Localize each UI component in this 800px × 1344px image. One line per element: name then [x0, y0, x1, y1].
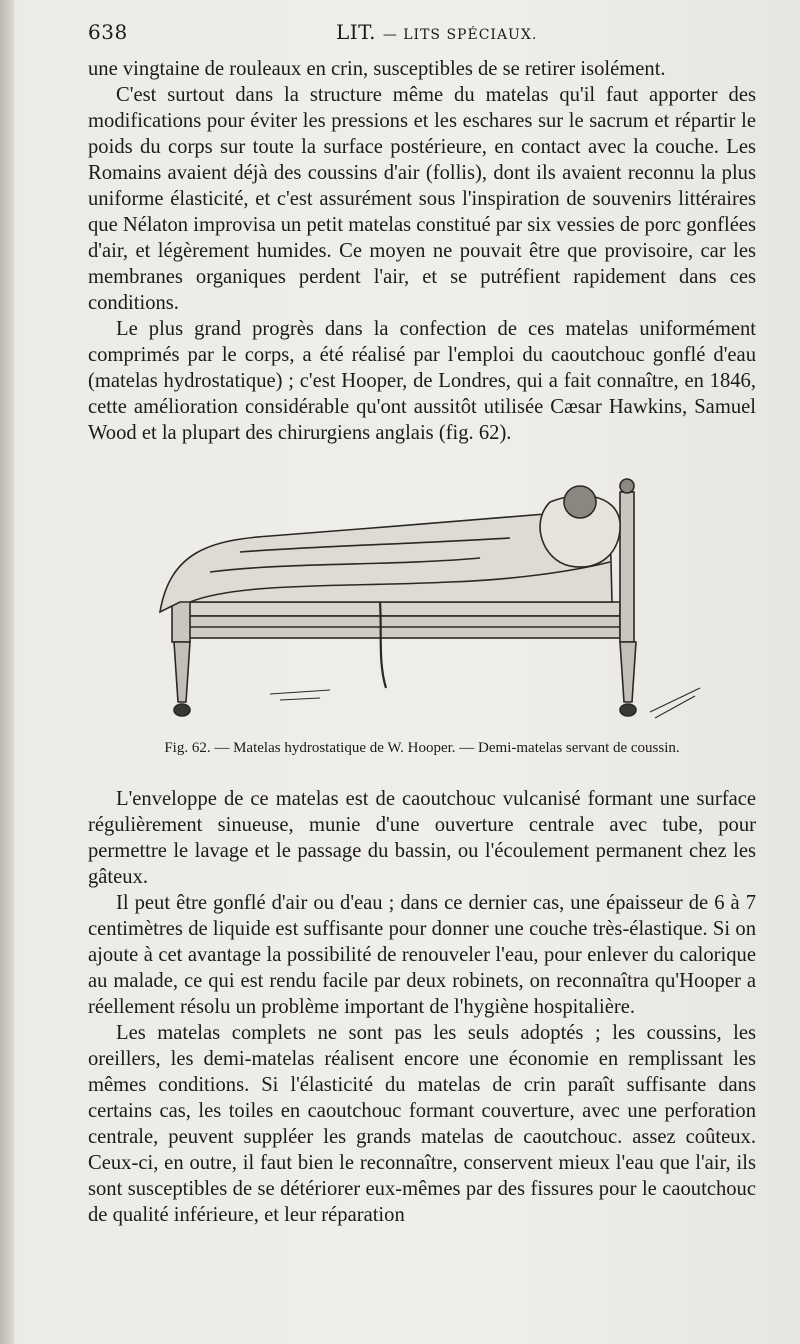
running-header [88, 20, 756, 48]
paragraph: une vingtaine de rouleaux en crin, susceptibles de se retirer isolément. [88, 58, 666, 80]
paragraph: Le plus grand progrès dans la confection de ces matelas uniformément comprimés par le corps, a été réalisé par l'emploi du caoutchouc gonflé d'eau (matelas hydrostatique) ; c'est Hooper, de Londres, qui a fait connaître, en 1846, cette amélioration considérable qu'ont aussitôt utilisée Cæsar Hawkins, Samuel Wood et la plupart des chirurgiens anglais (fig. 62). [88, 318, 756, 444]
body-text-bottom [88, 786, 756, 1228]
figure-caption: Fig. 62. — Matelas hydrostatique de W. Hooper. — Demi-matelas servant de coussin. [164, 740, 680, 756]
header-title-main: LIT. [336, 20, 376, 44]
paragraph: Il peut être gonflé d'air ou d'eau ; dans ce dernier cas, une épaisseur de 6 à 7 centimètres de liquide est suffisante pour donner une couche très-élastique. Si on ajoute à cet avantage la possibilité de renouveler l'eau, pour enlever du calorique au malade, ce qui est rendu facile par deux robinets, on reconnaîtra qu'Hooper a réellement résolu un problème important de l'hygiène hospitalière. [88, 892, 756, 1018]
page-gutter [0, 0, 14, 1344]
paragraph: C'est surtout dans la structure même du matelas qu'il faut apporter des modifications pour éviter les pressions et les eschares sur le sacrum et répartir le poids du corps sur toute la surface postérieure, en contact avec la couche. Les Romains avaient déjà des coussins d'air (follis), dont ils avaient reconnu la plus uniforme élasticité, et c'est assurément sous l'inspiration de souvenirs littéraires que Nélaton improvisa un petit matelas constitué par six vessies de porc gonflées d'air, et légèrement humides. Ce moyen ne pouvait être que provisoire, car les membranes organiques perdent l'air, et se putréfient rapidement dans ces conditions. [88, 84, 756, 314]
bed-illustration [150, 462, 710, 734]
paragraph: L'enveloppe de ce matelas est de caoutchouc vulcanisé formant une surface régulièrement sinueuse, munie d'une ouverture centrale avec tube, pour permettre le lavage et le passage du bassin, ou l'écoulement permanent chez les gâteux. [88, 788, 756, 888]
body-text-top [88, 56, 756, 446]
header-title [336, 20, 537, 44]
page-number: 638 [88, 20, 128, 44]
paragraph: Les matelas complets ne sont pas les seuls adoptés ; les coussins, les oreillers, les demi-matelas réalisent encore une économie en remplissant les mêmes conditions. Si l'élasticité du matelas de crin paraît suffisante dans certains cas, les toiles en caoutchouc formant couverture, avec une perforation centrale, peuvent suppléer les grands matelas de caoutchouc. assez coûteux. Ceux-ci, en outre, il faut bien le reconnaître, conservent mieux l'eau que l'air, ils sont susceptibles de se détériorer eux-mêmes par des fissures pour le caoutchouc de qualité inférieure, et leur réparation [88, 1022, 756, 1226]
header-subtitle: — LITS SPÉCIAUX. [382, 27, 538, 43]
